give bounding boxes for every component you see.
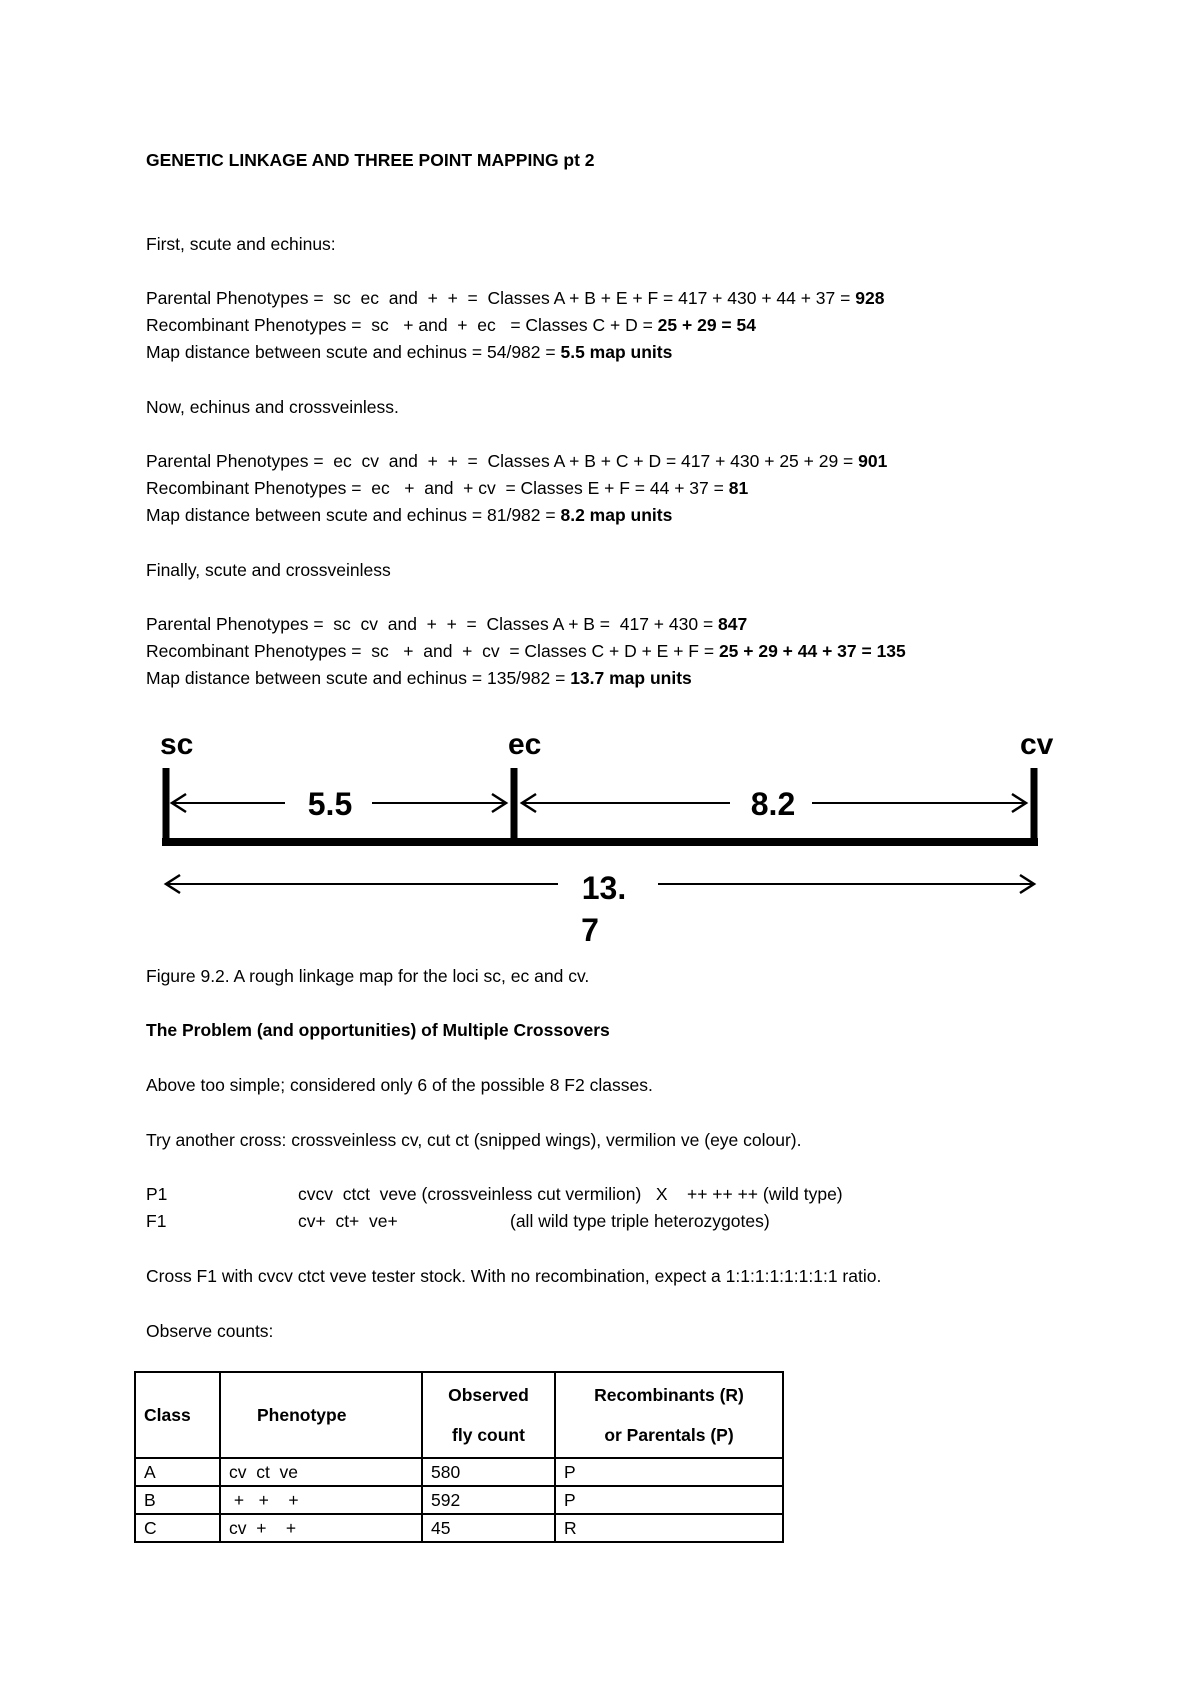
header-observed bbox=[422, 1372, 555, 1458]
section2-parental-text: Parental Phenotypes = ec cv and + + = Classes A + B + C + D = 417 + 430 + 25 + 29 = bbox=[146, 451, 859, 471]
section2-distance-line bbox=[146, 504, 672, 526]
cross-f1-label: F1 bbox=[146, 1211, 167, 1231]
cell-type: P bbox=[555, 1486, 783, 1514]
locus-label-sc: sc bbox=[160, 728, 194, 761]
cell-class: A bbox=[135, 1458, 220, 1486]
cell-class: B bbox=[135, 1486, 220, 1514]
header-recombinants-line2: or Parentals (P) bbox=[604, 1425, 734, 1445]
section3-distance-result: 13.7 map units bbox=[570, 668, 692, 688]
cross-f1-genotype: cv+ ct+ ve+ bbox=[298, 1211, 398, 1231]
section3-parental-total: 847 bbox=[718, 614, 748, 634]
distance-label-total-line2: 7 bbox=[581, 912, 599, 948]
section1-distance-line bbox=[146, 341, 672, 363]
figure-caption: Figure 9.2. A rough linkage map for the loci sc, ec and cv. bbox=[146, 966, 590, 986]
section1-recombinant-text: Recombinant Phenotypes = sc + and + ec = Classes C + D = bbox=[146, 315, 658, 335]
table-header-row bbox=[135, 1372, 783, 1458]
header-recombinants-line1: Recombinants (R) bbox=[594, 1385, 744, 1405]
section2-intro: Now, echinus and crossveinless. bbox=[146, 397, 399, 417]
section3-distance-line bbox=[146, 667, 692, 689]
fly-count-table bbox=[134, 1371, 784, 1543]
section2-distance-result: 8.2 map units bbox=[560, 505, 673, 525]
header-recombinants bbox=[555, 1372, 783, 1458]
paragraph-tester-cross: Cross F1 with cvcv ctct veve tester stock. With no recombination, expect a 1:1:1:1:1:1:1:1 ratio. bbox=[146, 1266, 882, 1286]
section1-intro: First, scute and echinus: bbox=[146, 234, 336, 254]
cell-phenotype: cv + + bbox=[220, 1514, 422, 1542]
locus-label-ec: ec bbox=[508, 728, 542, 761]
distance-label-sc-ec: 5.5 bbox=[307, 786, 353, 822]
section1-parental-total: 928 bbox=[855, 288, 885, 308]
section2-recombinant-text: Recombinant Phenotypes = ec + and + cv = Classes E + F = 44 + 37 = bbox=[146, 478, 729, 498]
section2-distance-text: Map distance between scute and echinus = 81/982 = bbox=[146, 505, 561, 525]
section3-distance-text: Map distance between scute and echinus = 135/982 = bbox=[146, 668, 571, 688]
section3-recombinant-text: Recombinant Phenotypes = sc + and + cv = Classes C + D + E + F = bbox=[146, 641, 719, 661]
header-observed-line1: Observed bbox=[448, 1385, 529, 1405]
paragraph-another-cross: Try another cross: crossveinless cv, cut ct (snipped wings), vermilion ve (eye colour). bbox=[146, 1130, 802, 1150]
section2-parental-line bbox=[146, 450, 887, 472]
paragraph-observe-counts: Observe counts: bbox=[146, 1321, 274, 1341]
section2-recombinant-line bbox=[146, 477, 748, 499]
section3-parental-line bbox=[146, 613, 747, 635]
section1-parental-text: Parental Phenotypes = sc ec and + + = Classes A + B + E + F = 417 + 430 + 44 + 37 = bbox=[146, 288, 856, 308]
cell-class: C bbox=[135, 1514, 220, 1542]
cell-count: 592 bbox=[422, 1486, 555, 1514]
cell-count: 45 bbox=[422, 1514, 555, 1542]
section3-parental-text: Parental Phenotypes = sc cv and + + = Classes A + B = 417 + 430 = bbox=[146, 614, 719, 634]
cross-p1-label: P1 bbox=[146, 1184, 168, 1204]
section1-parental-line bbox=[146, 287, 884, 309]
cell-phenotype: + + + bbox=[220, 1486, 422, 1514]
section2-parental-total: 901 bbox=[858, 451, 888, 471]
table-row bbox=[135, 1514, 783, 1542]
cell-count: 580 bbox=[422, 1458, 555, 1486]
distance-label-ec-cv: 8.2 bbox=[750, 786, 796, 822]
header-class: Class bbox=[135, 1372, 220, 1458]
cell-type: P bbox=[555, 1458, 783, 1486]
section1-recombinant-total: 25 + 29 = 54 bbox=[657, 315, 756, 335]
cell-phenotype: cv ct ve bbox=[220, 1458, 422, 1486]
cross-p1-genotype: cvcv ctct veve (crossveinless cut vermilion) X ++ ++ ++ (wild type) bbox=[298, 1184, 843, 1204]
section3-intro: Finally, scute and crossveinless bbox=[146, 560, 391, 580]
section1-distance-text: Map distance between scute and echinus = 54/982 = bbox=[146, 342, 561, 362]
cell-type: R bbox=[555, 1514, 783, 1542]
section1-distance-result: 5.5 map units bbox=[560, 342, 673, 362]
paragraph-too-simple: Above too simple; considered only 6 of the possible 8 F2 classes. bbox=[146, 1075, 653, 1095]
header-observed-line2: fly count bbox=[452, 1425, 525, 1445]
document-title: GENETIC LINKAGE AND THREE POINT MAPPING pt 2 bbox=[146, 150, 595, 170]
section-heading-multiple-crossovers: The Problem (and opportunities) of Multiple Crossovers bbox=[146, 1020, 610, 1040]
table-row bbox=[135, 1458, 783, 1486]
table-row bbox=[135, 1486, 783, 1514]
locus-label-cv: cv bbox=[1020, 728, 1054, 761]
distance-label-total-line1: 13. bbox=[581, 870, 627, 906]
section2-recombinant-total: 81 bbox=[728, 478, 749, 498]
cross-f1-description: (all wild type triple heterozygotes) bbox=[510, 1211, 770, 1231]
section3-recombinant-total: 25 + 29 + 44 + 37 = 135 bbox=[718, 641, 906, 661]
header-phenotype: Phenotype bbox=[220, 1372, 422, 1458]
linkage-map-diagram bbox=[140, 728, 1060, 968]
section1-recombinant-line bbox=[146, 314, 756, 336]
section3-recombinant-line bbox=[146, 640, 906, 662]
